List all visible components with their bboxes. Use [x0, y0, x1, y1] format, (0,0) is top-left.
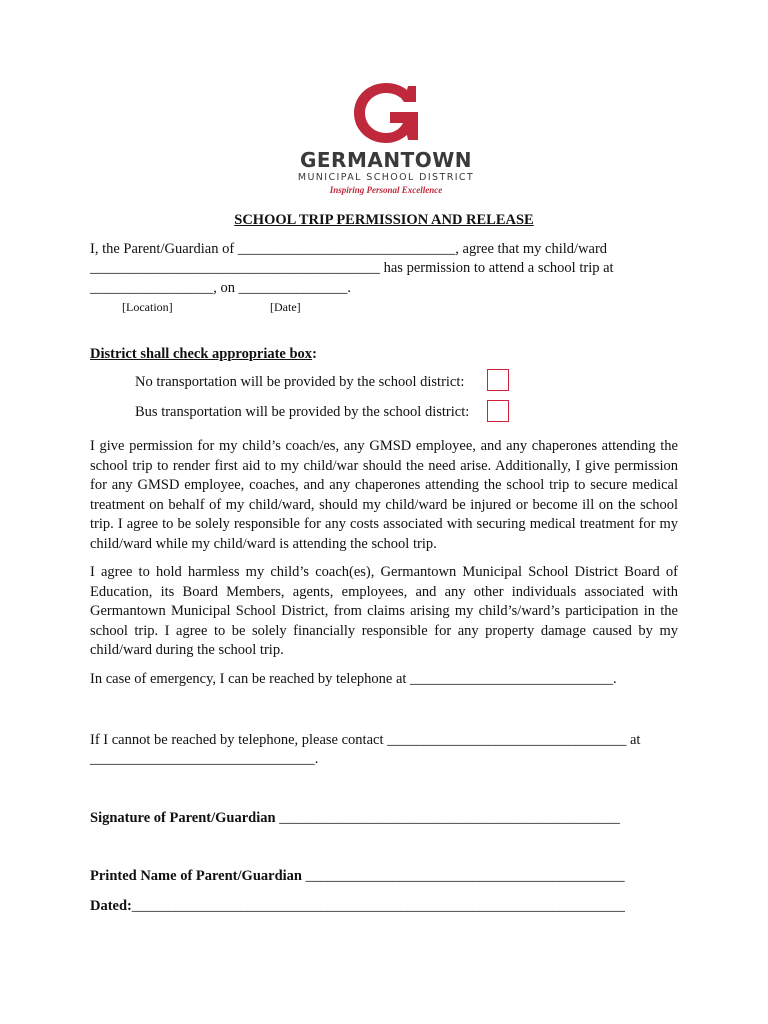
dated-label: Dated:	[90, 898, 132, 914]
logo-district-name: GERMANTOWN	[299, 148, 473, 172]
intro-line-2: ________________________________________ has permission to attend a school trip at	[90, 260, 614, 276]
signature-line	[90, 809, 620, 829]
district-heading-text: District shall check appropriate box	[90, 346, 313, 362]
district-heading	[90, 345, 317, 365]
first-aid-paragraph: I give permission for my child’s coach/es, any GMSD employee, and any chaperones attending the school trip to render first aid to my child/war should the need arise. Additionally, I give permission for any GMSD employee, coaches, and any chaperones attending the school trip to secure medical treatment on behalf of my child/ward, should my child/ward be injured or become ill on the school trip. I agree to be solely responsible for any costs associated with securing medical treatment for my child/ward while my child/ward is attending the school trip.	[90, 438, 678, 552]
dated-line	[90, 897, 625, 917]
signature-blank: _______________________________________________	[275, 810, 620, 826]
option-no-transport-label: No transportation will be provided by the school district:	[135, 374, 465, 390]
printed-name-blank: ____________________________________________	[301, 868, 625, 884]
intro-line-1: I, the Parent/Guardian of ______________________________, agree that my child/ward	[90, 241, 608, 257]
logo-tagline: Inspiring Personal Excellence	[329, 185, 443, 195]
horse-g-logo-icon	[344, 82, 426, 144]
location-label: [Location]	[122, 300, 173, 314]
alternate-contact-line-1: If I cannot be reached by telephone, please contact _________________________________ at	[90, 732, 641, 748]
district-heading-colon: :	[312, 346, 317, 362]
hold-harmless-paragraph: I agree to hold harmless my child’s coach(es), Germantown Municipal School District Board of Education, its Board Members, agents, employees, and any other individuals associated with Germantown Municipal School District, from claims arising my child’s/ward’s participation in the school trip. I agree to be solely financially responsible for any property damage caused by my child/ward during the school trip.	[90, 564, 678, 658]
option-bus-transport-label: Bus transportation will be provided by the school district:	[135, 404, 470, 420]
printed-name-line	[90, 867, 625, 887]
logo-subtitle: MUNICIPAL SCHOOL DISTRICT	[297, 172, 475, 183]
bus-transport-checkbox[interactable]	[487, 400, 509, 422]
intro-line-3: _________________, on _______________.	[90, 280, 351, 296]
date-label: [Date]	[270, 300, 301, 314]
signature-label: Signature of Parent/Guardian	[90, 810, 276, 826]
alternate-contact-line-2: _______________________________.	[90, 751, 319, 767]
document-title: SCHOOL TRIP PERMISSION AND RELEASE	[234, 212, 534, 228]
no-transport-checkbox[interactable]	[487, 369, 509, 391]
district-logo	[286, 78, 486, 200]
printed-name-label: Printed Name of Parent/Guardian	[90, 868, 302, 884]
emergency-phone-line: In case of emergency, I can be reached by telephone at ____________________________.	[90, 671, 617, 687]
dated-blank: ____________________________________________________________________	[131, 898, 625, 914]
